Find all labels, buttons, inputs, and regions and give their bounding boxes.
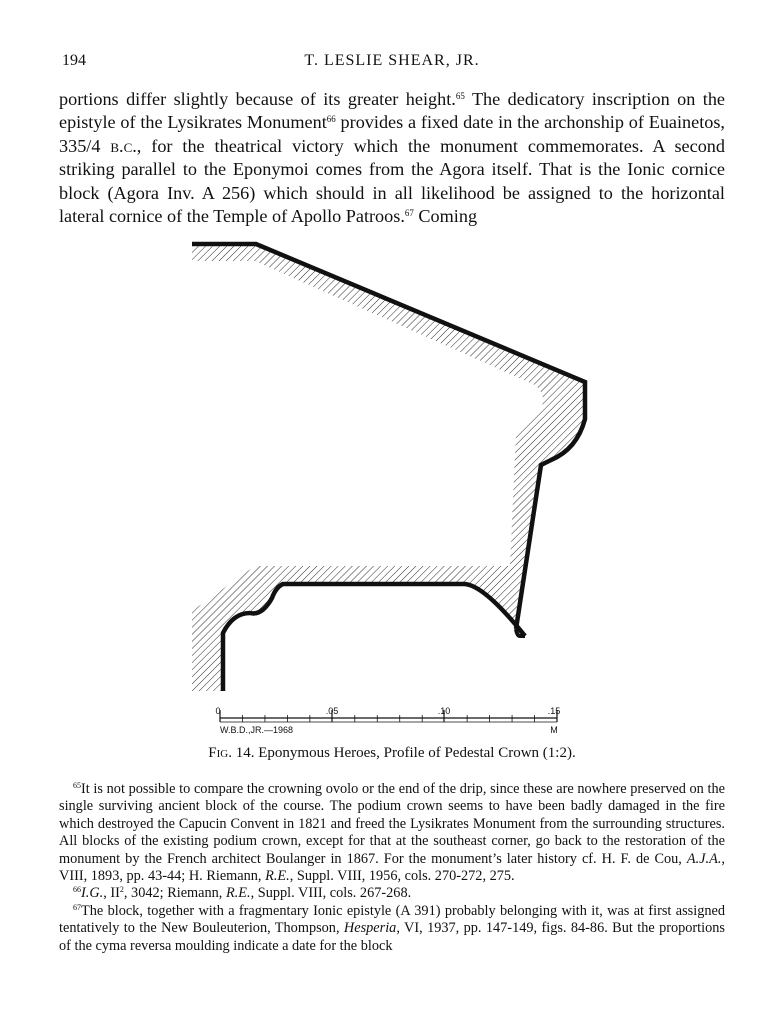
profile-drawing — [180, 236, 600, 741]
scale-label-10: .10 — [437, 706, 451, 716]
caption-label: Fig. 14. — [208, 745, 255, 761]
footnote-65 — [59, 781, 725, 885]
footnote-ref-66[interactable]: 66 — [326, 114, 336, 125]
footnote-number-67: 67 — [73, 902, 81, 912]
footnote-ref-65[interactable]: 65 — [455, 91, 465, 101]
footnote-66-text-c: , Suppl. VIII, cols. 267-268. — [250, 885, 412, 902]
footnote-66-text-a: , II — [103, 885, 120, 902]
footnote-66-superscript: 2 — [119, 885, 124, 895]
footnote-67-text-b: , VI, 1937, pp. 147-149, figs. 84-86. But the proportions of the cyma reversa moulding indicate a date for the block — [59, 920, 725, 954]
footnote-66-re: R.E. — [225, 885, 251, 902]
scale-credit: W.B.D.,JR.—1968 — [220, 725, 294, 735]
caption-text: Eponymous Heroes, Profile of Pedestal Crown (1:2). — [258, 745, 576, 761]
body-text-e: Coming — [413, 206, 478, 227]
footnote-66 — [59, 885, 725, 902]
footnote-ref-67[interactable]: 67 — [404, 208, 414, 219]
footnote-67 — [59, 903, 725, 955]
page-number: 194 — [62, 52, 86, 69]
footnote-65-text-c: , Suppl. VIII, 1956, cols. 270-272, 275. — [289, 868, 515, 885]
footnote-67-text-a: The block, together with a fragmentary Ionic epistyle (A 391) probably belonging with it, was at first assigned tentatively to the New Bouleuterion, Thompson, — [59, 902, 725, 937]
footnote-66-ig: I.G. — [81, 885, 104, 902]
scale-unit: M — [550, 725, 558, 735]
body-text-c: provides a fixed date in the archonship of Euainetos, 335/4 — [59, 112, 725, 156]
footnotes — [59, 781, 725, 955]
footnote-number-66: 66 — [73, 885, 81, 895]
footnote-65-text-a: It is not possible to compare the crowning ovolo or the end of the drip, since these are nowhere preserved on the single surviving ancient block of the course. The podium crown seems to have been badly damaged in the fire which destroyed the Capucin Convent in 1821 and freed the Lysikrates Monument from the surrounding structures. All blocks of the existing podium crown, except for that at the southeast corner, go back to the restoration of the monument by the French architect Boulanger in 1867. For the monument’s later history cf. H. F. de Cou, — [59, 781, 725, 867]
footnote-65-re: R.E. — [265, 868, 290, 885]
figure-caption — [0, 745, 784, 762]
footnote-number-65: 65 — [73, 781, 81, 790]
figure-14 — [180, 236, 600, 741]
footnote-66-text-b: , 3042; Riemann, — [123, 885, 226, 902]
scale-label-05: .05 — [325, 706, 339, 716]
cornice-section — [192, 244, 585, 691]
body-text-d: , for the theatrical victory which the monument commemorates. A second striking parallel to the Eponymoi comes from the Agora itself. That is the Ionic cornice block (Agora Inv. A 256) which should in all likelihood be assigned to the horizontal lateral cornice of the Temple of Apollo Patroos. — [59, 135, 725, 227]
scale-label-15: .15 — [547, 706, 561, 716]
footnote-65-text-b: , VIII, 1893, pp. 43-44; H. Riemann, — [59, 850, 725, 885]
running-title: T. LESLIE SHEAR, JR. — [304, 52, 480, 69]
profile-outline-bottom — [223, 584, 525, 691]
scale-bar — [215, 706, 560, 735]
footnote-67-journal: Hesperia — [343, 920, 397, 937]
scale-label-0: 0 — [215, 706, 221, 716]
footnote-65-journal: A.J.A. — [686, 850, 722, 867]
body-text-a: portions differ slightly because of its greater height. — [59, 89, 456, 109]
era-abbreviation: b.c. — [110, 135, 137, 156]
body-text-b: The dedicatory inscription on the epistyle of the Lysikrates Monument — [59, 89, 725, 133]
body-paragraph — [59, 88, 725, 228]
